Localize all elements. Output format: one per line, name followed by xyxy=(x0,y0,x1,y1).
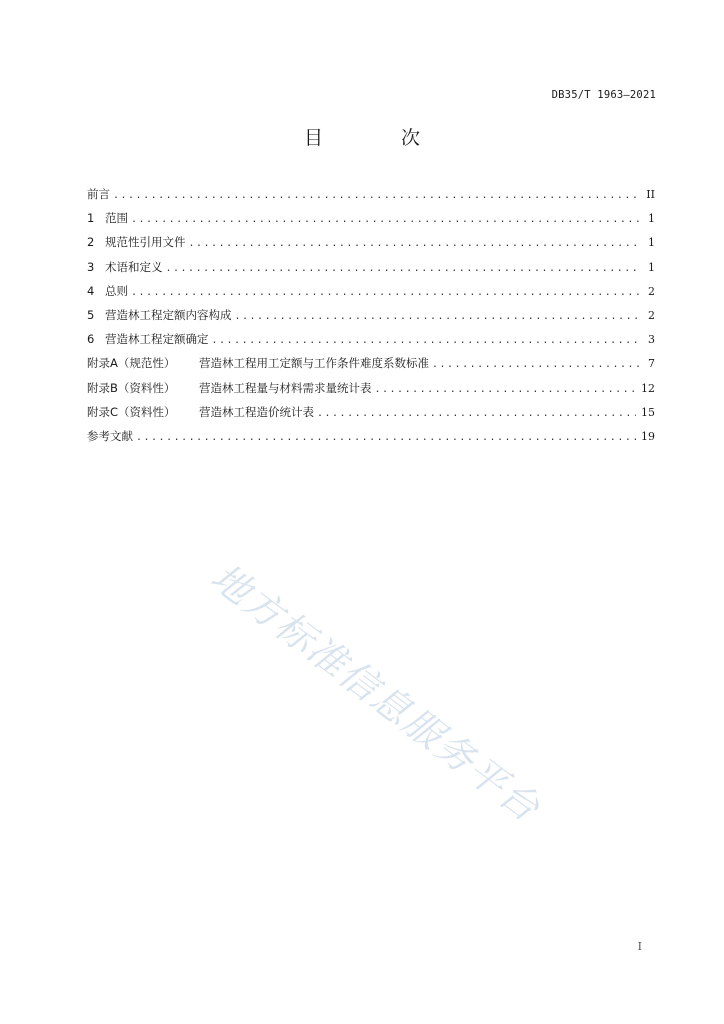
toc-leader-dots xyxy=(131,212,640,228)
toc-leader-dots xyxy=(375,382,637,398)
toc-leader-dots xyxy=(166,261,641,277)
toc-leader-dots xyxy=(189,236,641,252)
toc-entry-label: 营造林工程量与材料需求量统计表 xyxy=(199,380,372,395)
toc-entry-label: 营造林工程定额内容构成 xyxy=(105,307,232,322)
toc-entry-label: 营造林工程定额确定 xyxy=(105,332,209,347)
watermark-text: 地方标准信息服务平台 xyxy=(202,554,549,831)
toc-entry-appendix-c[interactable] xyxy=(87,404,655,428)
toc-entry-number: 6 xyxy=(87,332,95,347)
toc-entry-appendix-a[interactable] xyxy=(87,355,655,379)
toc-entry-appendix-b[interactable] xyxy=(87,380,655,404)
toc-page-number: 19 xyxy=(641,429,655,443)
toc-entry-label: 营造林工程用工定额与工作条件难度系数标准 xyxy=(199,356,429,371)
toc-appendix-label: 附录B（资料性） xyxy=(87,380,176,395)
table-of-contents xyxy=(87,186,655,452)
toc-page-number: 1 xyxy=(648,236,655,250)
toc-entry-number: 1 xyxy=(87,211,95,226)
toc-entry-label: 营造林工程造价统计表 xyxy=(199,404,314,419)
toc-page-number: 12 xyxy=(641,381,655,395)
toc-entry-number: 5 xyxy=(87,307,95,322)
toc-leader-dots xyxy=(131,285,640,301)
toc-leader-dots xyxy=(113,188,640,204)
toc-entry-foreword[interactable] xyxy=(87,186,655,210)
toc-leader-dots xyxy=(136,430,636,446)
toc-page-number: 2 xyxy=(648,284,655,298)
toc-entry-scope[interactable] xyxy=(87,210,655,234)
page-title: 目 次 xyxy=(303,127,457,149)
toc-appendix-label: 附录A（规范性） xyxy=(87,356,176,371)
toc-entry-general[interactable] xyxy=(87,283,655,307)
toc-entry-label: 参考文献 xyxy=(87,428,133,443)
toc-entry-normative-references[interactable] xyxy=(87,234,655,258)
toc-leader-dots xyxy=(235,309,641,325)
toc-entry-label: 规范性引用文件 xyxy=(105,235,186,250)
toc-page-number: 7 xyxy=(648,357,655,371)
toc-page-number: II xyxy=(646,188,655,201)
toc-entry-number: 2 xyxy=(87,235,95,250)
toc-page-number: 3 xyxy=(648,333,655,347)
toc-entry-label: 范围 xyxy=(105,211,128,226)
toc-leader-dots xyxy=(212,333,641,349)
toc-entry-label: 术语和定义 xyxy=(105,259,163,274)
toc-page-number: 2 xyxy=(648,308,655,322)
toc-page-number: 1 xyxy=(648,260,655,274)
toc-leader-dots xyxy=(432,357,640,373)
toc-entry-terms-definitions[interactable] xyxy=(87,259,655,283)
toc-entry-bibliography[interactable] xyxy=(87,428,655,452)
toc-leader-dots xyxy=(317,406,636,422)
toc-page-number: 1 xyxy=(648,212,655,226)
document-code: DB35/T 1963—2021 xyxy=(551,89,656,101)
toc-entry-label: 总则 xyxy=(105,283,128,298)
toc-entry-number: 3 xyxy=(87,259,95,274)
toc-entry-label: 前言 xyxy=(87,187,110,201)
toc-appendix-label: 附录C（资料性） xyxy=(87,404,176,419)
toc-entry-number: 4 xyxy=(87,283,95,298)
page-number: I xyxy=(637,940,642,953)
toc-entry-quota-determination[interactable] xyxy=(87,331,655,355)
toc-page-number: 15 xyxy=(641,405,655,419)
toc-entry-quota-content[interactable] xyxy=(87,307,655,331)
